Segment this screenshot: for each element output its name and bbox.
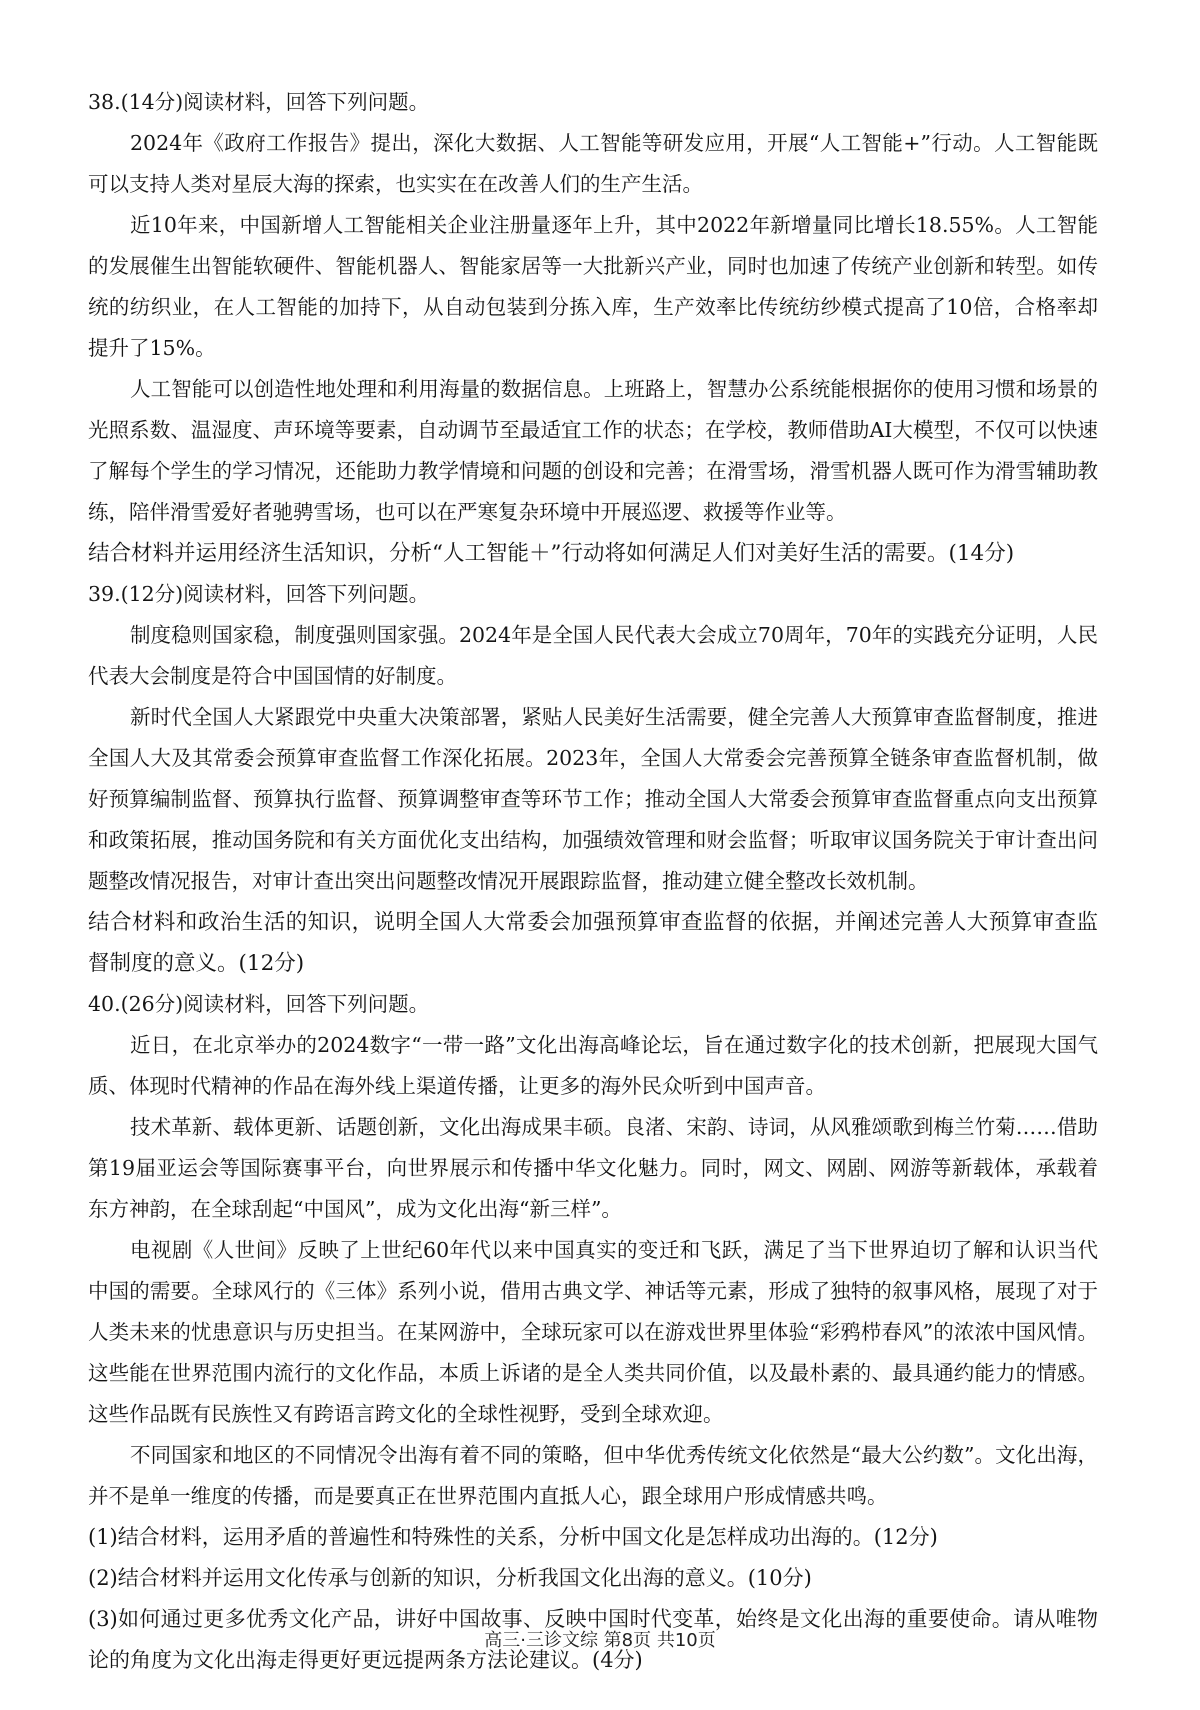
exam-page (88, 82, 1098, 1681)
question-40-paragraph-2: 技术革新、载体更新、话题创新，文化出海成果丰硕。良渚、宋韵、诗词，从风雅颂歌到梅兰竹菊……借助第19届亚运会等国际赛事平台，向世界展示和传播中华文化魅力。同时，网文、网剧、网游等新载体，承载着东方神韵，在全球刮起“中国风”，成为文化出海“新三样”。 (88, 1115, 1098, 1221)
question-40-subquestion-2: (2)结合材料并运用文化传承与创新的知识，分析我国文化出海的意义。(10分) (88, 1566, 812, 1590)
question-40-paragraph-3: 电视剧《人世间》反映了上世纪60年代以来中国真实的变迁和飞跃，满足了当下世界迫切了解和认识当代中国的需要。全球风行的《三体》系列小说，借用古典文学、神话等元素，形成了独特的叙事风格，展现了对于人类未来的忧患意识与历史担当。在某网游中，全球玩家可以在游戏世界里体验“彩鸦栉春风”的浓浓中国风情。这些能在世界范围内流行的文化作品，本质上诉诸的是全人类共同价值，以及最朴素的、最具通约能力的情感。这些作品既有民族性又有跨语言跨文化的全球性视野，受到全球欢迎。 (88, 1238, 1098, 1426)
question-38-task: 结合材料并运用经济生活知识，分析“人工智能＋”行动将如何满足人们对美好生活的需要。(14分) (88, 541, 1015, 566)
question-38-paragraph-3: 人工智能可以创造性地处理和利用海量的数据信息。上班路上，智慧办公系统能根据你的使用习惯和场景的光照系数、温湿度、声环境等要素，自动调节至最适宜工作的状态；在学校，教师借助AI大模型，不仅可以快速了解每个学生的学习情况，还能助力教学情境和问题的创设和完善；在滑雪场，滑雪机器人既可作为滑雪辅助教练，陪伴滑雪爱好者驰骋雪场，也可以在严寒复杂环境中开展巡逻、救援等作业等。 (88, 377, 1098, 524)
question-40-subquestion-1: (1)结合材料，运用矛盾的普遍性和特殊性的关系，分析中国文化是怎样成功出海的。(12分) (88, 1525, 938, 1549)
page-footer: 高三·三诊文综 第8页 共10页 (484, 1630, 716, 1651)
question-39 (88, 574, 1098, 984)
question-38-heading: 38.(14分)阅读材料，回答下列问题。 (88, 90, 430, 114)
question-40-paragraph-4: 不同国家和地区的不同情况令出海有着不同的策略，但中华优秀传统文化依然是“最大公约数”。文化出海，并不是单一维度的传播，而是要真正在世界范围内直抵人心，跟全球用户形成情感共鸣。 (88, 1443, 1098, 1508)
question-38-paragraph-2: 近10年来，中国新增人工智能相关企业注册量逐年上升，其中2022年新增量同比增长18.55%。人工智能的发展催生出智能软硬件、智能机器人、智能家居等一大批新兴产业，同时也加速了传统产业创新和转型。如传统的纺织业，在人工智能的加持下，从自动包装到分拣入库，生产效率比传统纺纱模式提高了10倍，合格率却提升了15%。 (88, 213, 1098, 360)
question-40 (88, 984, 1098, 1681)
question-38-paragraph-1: 2024年《政府工作报告》提出，深化大数据、人工智能等研发应用，开展“人工智能+”行动。人工智能既可以支持人类对星辰大海的探索，也实实在在改善人们的生产生活。 (88, 131, 1098, 196)
question-39-heading: 39.(12分)阅读材料，回答下列问题。 (88, 582, 430, 606)
question-40-heading: 40.(26分)阅读材料，回答下列问题。 (88, 992, 430, 1016)
question-39-task: 结合材料和政治生活的知识，说明全国人大常委会加强预算审查监督的依据，并阐述完善人大预算审查监督制度的意义。(12分) (88, 910, 1098, 976)
question-40-subquestion-3: (3)如何通过更多优秀文化产品，讲好中国故事、反映中国时代变革，始终是文化出海的重要使命。请从唯物论的角度为文化出海走得更好更远提两条方法论建议。(4分) (88, 1607, 1098, 1672)
question-39-paragraph-2: 新时代全国人大紧跟党中央重大决策部署，紧贴人民美好生活需要，健全完善人大预算审查监督制度，推进全国人大及其常委会预算审查监督工作深化拓展。2023年，全国人大常委会完善预算全链条审查监督机制，做好预算编制监督、预算执行监督、预算调整审查等环节工作；推动全国人大常委会预算审查监督重点向支出预算和政策拓展，推动国务院和有关方面优化支出结构，加强绩效管理和财会监督；听取审议国务院关于审计查出问题整改情况报告，对审计查出突出问题整改情况开展跟踪监督，推动建立健全整改长效机制。 (88, 705, 1098, 893)
question-40-paragraph-1: 近日，在北京举办的2024数字“一带一路”文化出海高峰论坛，旨在通过数字化的技术创新，把展现大国气质、体现时代精神的作品在海外线上渠道传播，让更多的海外民众听到中国声音。 (88, 1033, 1098, 1098)
question-39-paragraph-1: 制度稳则国家稳，制度强则国家强。2024年是全国人民代表大会成立70周年，70年的实践充分证明，人民代表大会制度是符合中国国情的好制度。 (88, 623, 1098, 688)
question-38 (88, 82, 1098, 574)
